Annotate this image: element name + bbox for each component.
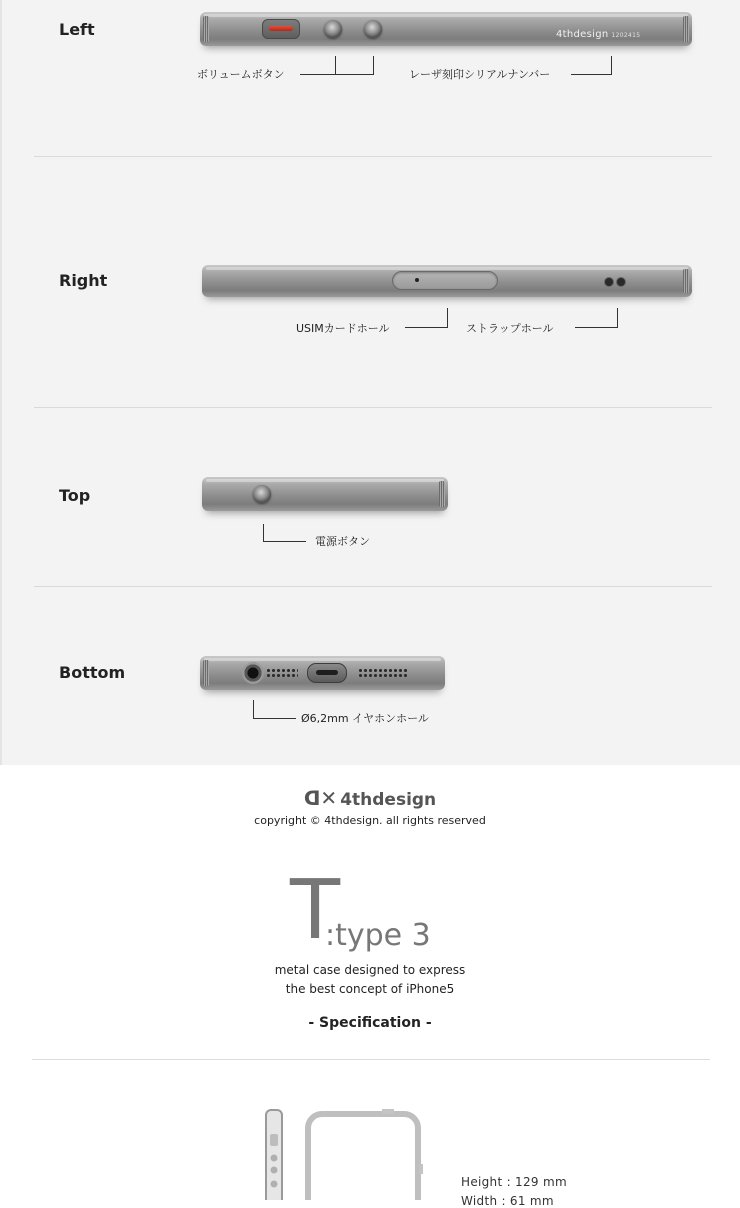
power-button-callout: 電源ボタン	[315, 535, 370, 548]
strap-hole-1	[604, 277, 614, 287]
right-side-bar	[202, 265, 692, 297]
strap-leader-v	[617, 308, 618, 328]
volume-button-callout: ボリュームボタン	[197, 68, 285, 81]
usim-leader-v	[447, 308, 448, 328]
product-type-name: :type 3	[325, 918, 431, 953]
lightning-port	[307, 663, 347, 683]
top-side-bar	[202, 477, 448, 511]
earphone-leader-v	[253, 700, 254, 719]
strap-leader-h	[575, 327, 618, 328]
laser-engraving: 4thdesign 1202415	[556, 29, 641, 40]
product-type-letter: T	[290, 863, 341, 958]
case-right-notch	[419, 1164, 423, 1174]
brand-logo	[0, 786, 740, 810]
grip-right	[683, 269, 689, 293]
divider	[32, 1059, 710, 1060]
serial-leader-h	[571, 74, 612, 75]
brand-logo-text: 4thdesign	[340, 790, 437, 810]
tagline-line-2: the best concept of iPhone5	[285, 982, 455, 996]
case-side-button-3	[271, 1181, 278, 1188]
earphone-leader-h	[253, 718, 296, 719]
earphone-hole-callout: Ø6,2mm イヤホンホール	[301, 712, 429, 725]
spec-width: Width : 61 mm	[461, 1194, 554, 1208]
usim-hole-callout: USIMカードホール	[296, 322, 390, 335]
lightning-port-inner	[316, 670, 338, 675]
volume-up-button	[324, 20, 342, 38]
grip-left	[203, 660, 209, 686]
strap-hole-callout: ストラップホール	[466, 322, 554, 335]
serial-number-callout: レーザ刻印シリアルナンバー	[409, 68, 551, 81]
grip-left	[203, 16, 209, 42]
divider	[34, 156, 712, 157]
right-side-label: Right	[59, 271, 108, 290]
left-side-label: Left	[59, 20, 95, 39]
case-top-button	[382, 1109, 394, 1114]
speaker-grille	[358, 668, 408, 678]
usim-card-tray	[392, 271, 498, 290]
divider	[34, 586, 712, 587]
case-side-button-2	[271, 1167, 278, 1174]
spec-height: Height : 129 mm	[461, 1175, 567, 1189]
case-dimension-drawing	[258, 1100, 428, 1200]
case-front-frame	[308, 1114, 418, 1200]
divider	[34, 407, 712, 408]
earphone-jack	[242, 662, 264, 684]
power-button	[253, 485, 271, 503]
brand-logo-icon: ᗡ✕	[303, 786, 338, 810]
mute-switch-indicator	[269, 26, 293, 31]
case-side-switch	[270, 1134, 278, 1146]
bottom-side-bar	[200, 656, 445, 690]
case-side-button-1	[271, 1155, 278, 1162]
top-side-label: Top	[59, 486, 91, 505]
usim-leader-h	[405, 327, 448, 328]
grip-right	[683, 16, 689, 42]
left-side-bar	[200, 12, 692, 46]
copyright-text: copyright © 4thdesign. all rights reserved	[254, 814, 486, 827]
grip-right	[439, 481, 445, 507]
strap-hole-2	[616, 277, 626, 287]
microphone-grille	[266, 668, 298, 678]
power-leader-v	[263, 524, 264, 542]
volume-leader-v1	[335, 56, 336, 75]
volume-leader-h	[300, 74, 374, 75]
bottom-side-label: Bottom	[59, 663, 126, 682]
sim-eject-hole	[415, 278, 419, 282]
tagline-line-1: metal case designed to express	[274, 963, 466, 977]
specification-heading: - Specification -	[308, 1015, 432, 1031]
mute-switch	[262, 19, 300, 39]
serial-leader-v	[611, 56, 612, 75]
volume-down-button	[364, 20, 382, 38]
volume-leader-v2	[373, 56, 374, 75]
power-leader-h	[263, 541, 306, 542]
